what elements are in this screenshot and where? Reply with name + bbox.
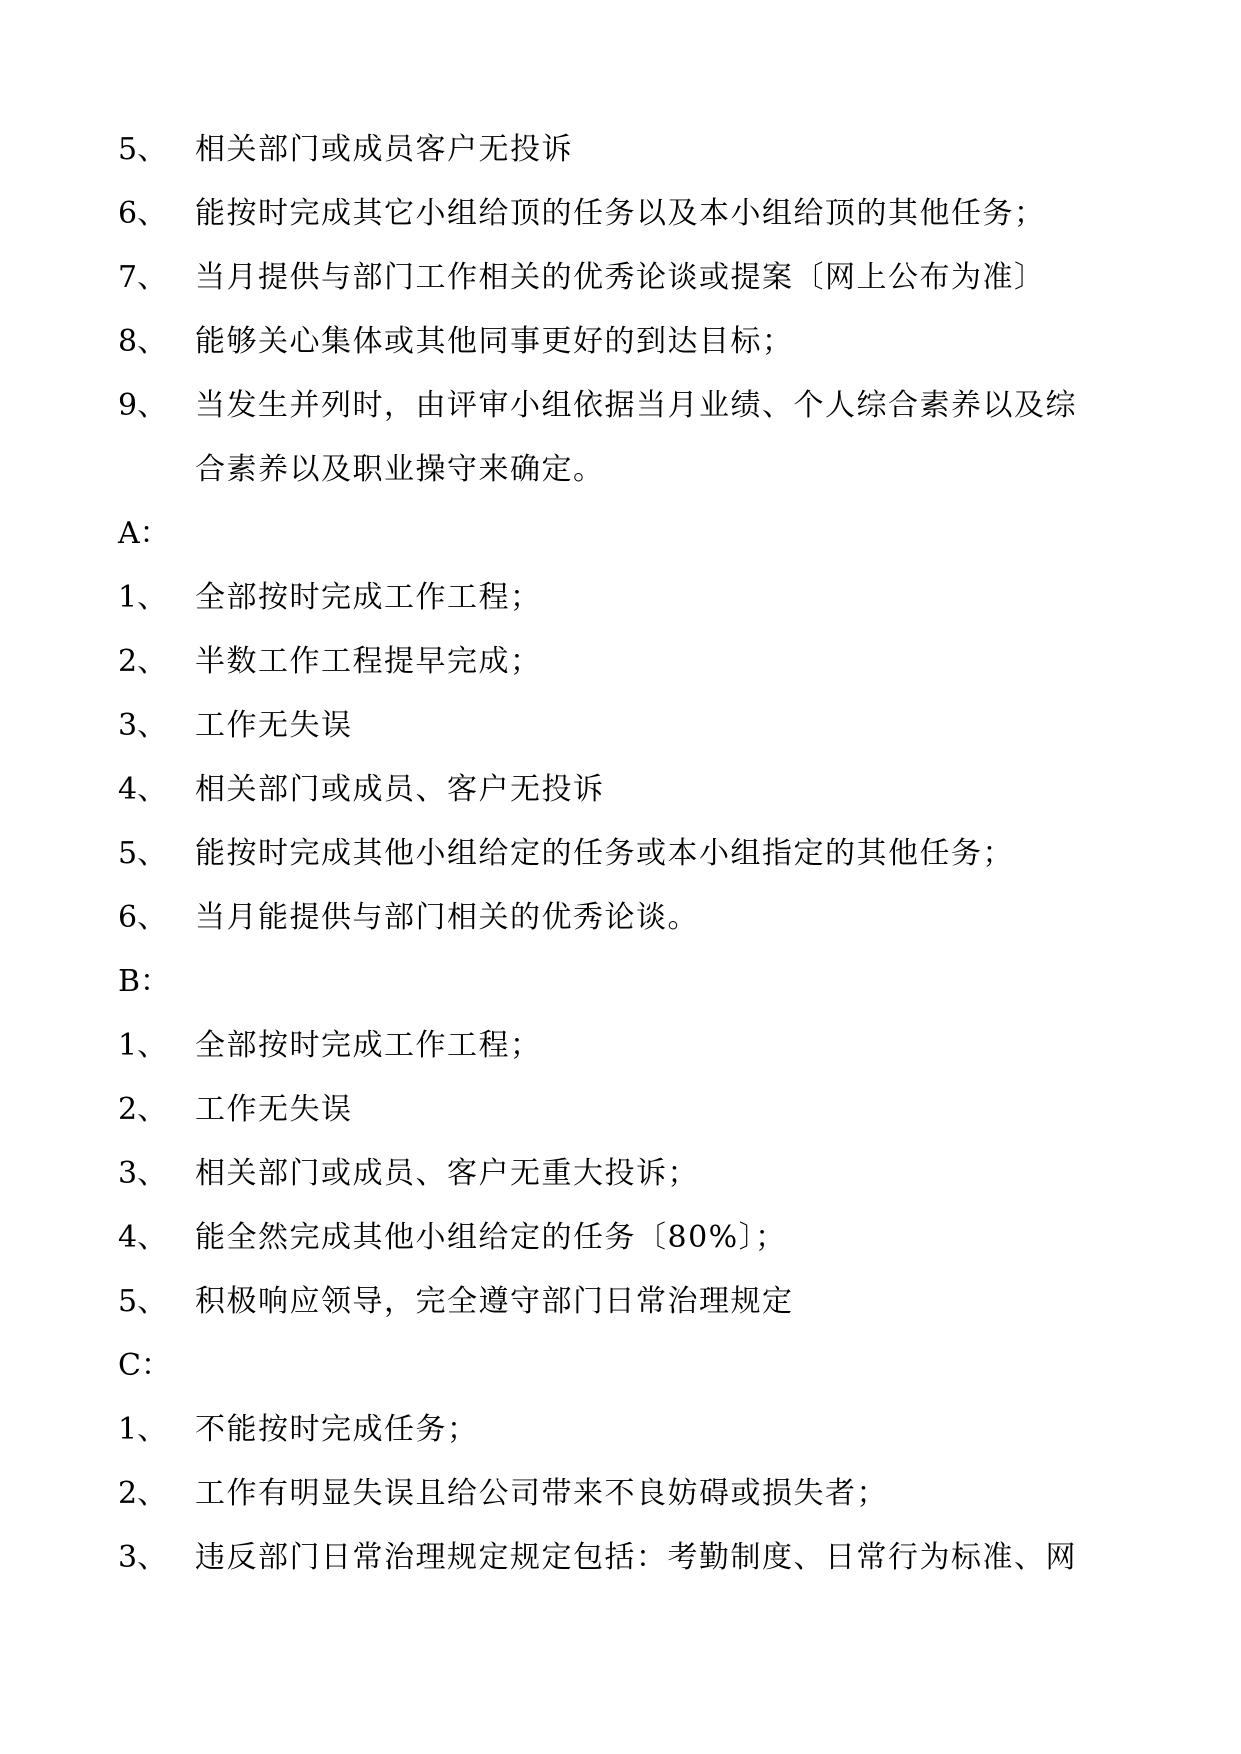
- item-number: 5、: [118, 132, 168, 167]
- item-text: 能按时完成其它小组给顶的任务以及本小组给顶的其他任务；: [195, 196, 1046, 231]
- item-number: 2、: [118, 644, 168, 679]
- item-text: 能按时完成其他小组给定的任务或本小组指定的其他任务；: [195, 836, 1014, 871]
- item-number: 5、: [118, 836, 168, 871]
- item-number: 6、: [118, 900, 168, 935]
- item-text: 能全然完成其他小组给定的任务〔80%〕；: [195, 1220, 787, 1255]
- item-number: 1、: [118, 1028, 168, 1063]
- item-text: 积极响应领导，完全遵守部门日常治理规定: [195, 1284, 794, 1319]
- item-text: 不能按时完成任务；: [195, 1412, 479, 1447]
- item-text: 相关部门或成员、客户无重大投诉；: [195, 1156, 699, 1191]
- item-number: 1、: [118, 580, 168, 615]
- section-heading-text: A：: [118, 516, 170, 551]
- item-text: 合素养以及职业操守来确定。: [195, 452, 605, 487]
- item-number: 1、: [118, 1412, 168, 1447]
- item-number: 5、: [118, 1284, 168, 1319]
- item-text: 全部按时完成工作工程；: [195, 580, 542, 615]
- item-number: 3、: [118, 1156, 168, 1191]
- item-text: 当月能提供与部门相关的优秀论谈。: [195, 900, 699, 935]
- item-text: 相关部门或成员、客户无投诉: [195, 772, 605, 807]
- item-number: 7、: [118, 260, 168, 295]
- section-heading-text: B：: [118, 964, 171, 999]
- item-number: 3、: [118, 708, 168, 743]
- item-text: 能够关心集体或其他同事更好的到达目标；: [195, 324, 794, 359]
- item-number: 8、: [118, 324, 168, 359]
- item-text: 当发生并列时，由评审小组依据当月业绩、个人综合素养以及综: [195, 388, 1077, 423]
- item-text: 工作有明显失误且给公司带来不良妨碍或损失者；: [195, 1476, 888, 1511]
- item-number: 2、: [118, 1092, 168, 1127]
- item-number: 9、: [118, 388, 168, 423]
- item-text: 相关部门或成员客户无投诉: [195, 132, 573, 167]
- item-number: 6、: [118, 196, 168, 231]
- item-number: 4、: [118, 1220, 168, 1255]
- item-number: 3、: [118, 1540, 168, 1575]
- item-number: 4、: [118, 772, 168, 807]
- item-text: 半数工作工程提早完成；: [195, 644, 542, 679]
- item-text: 违反部门日常治理规定规定包括：考勤制度、日常行为标准、网: [195, 1540, 1077, 1575]
- item-text: 工作无失误: [195, 708, 353, 743]
- section-heading-text: C：: [118, 1348, 171, 1383]
- item-text: 当月提供与部门工作相关的优秀论谈或提案〔网上公布为准〕: [195, 260, 1046, 295]
- item-text: 工作无失误: [195, 1092, 353, 1127]
- item-text: 全部按时完成工作工程；: [195, 1028, 542, 1063]
- item-number: 2、: [118, 1476, 168, 1511]
